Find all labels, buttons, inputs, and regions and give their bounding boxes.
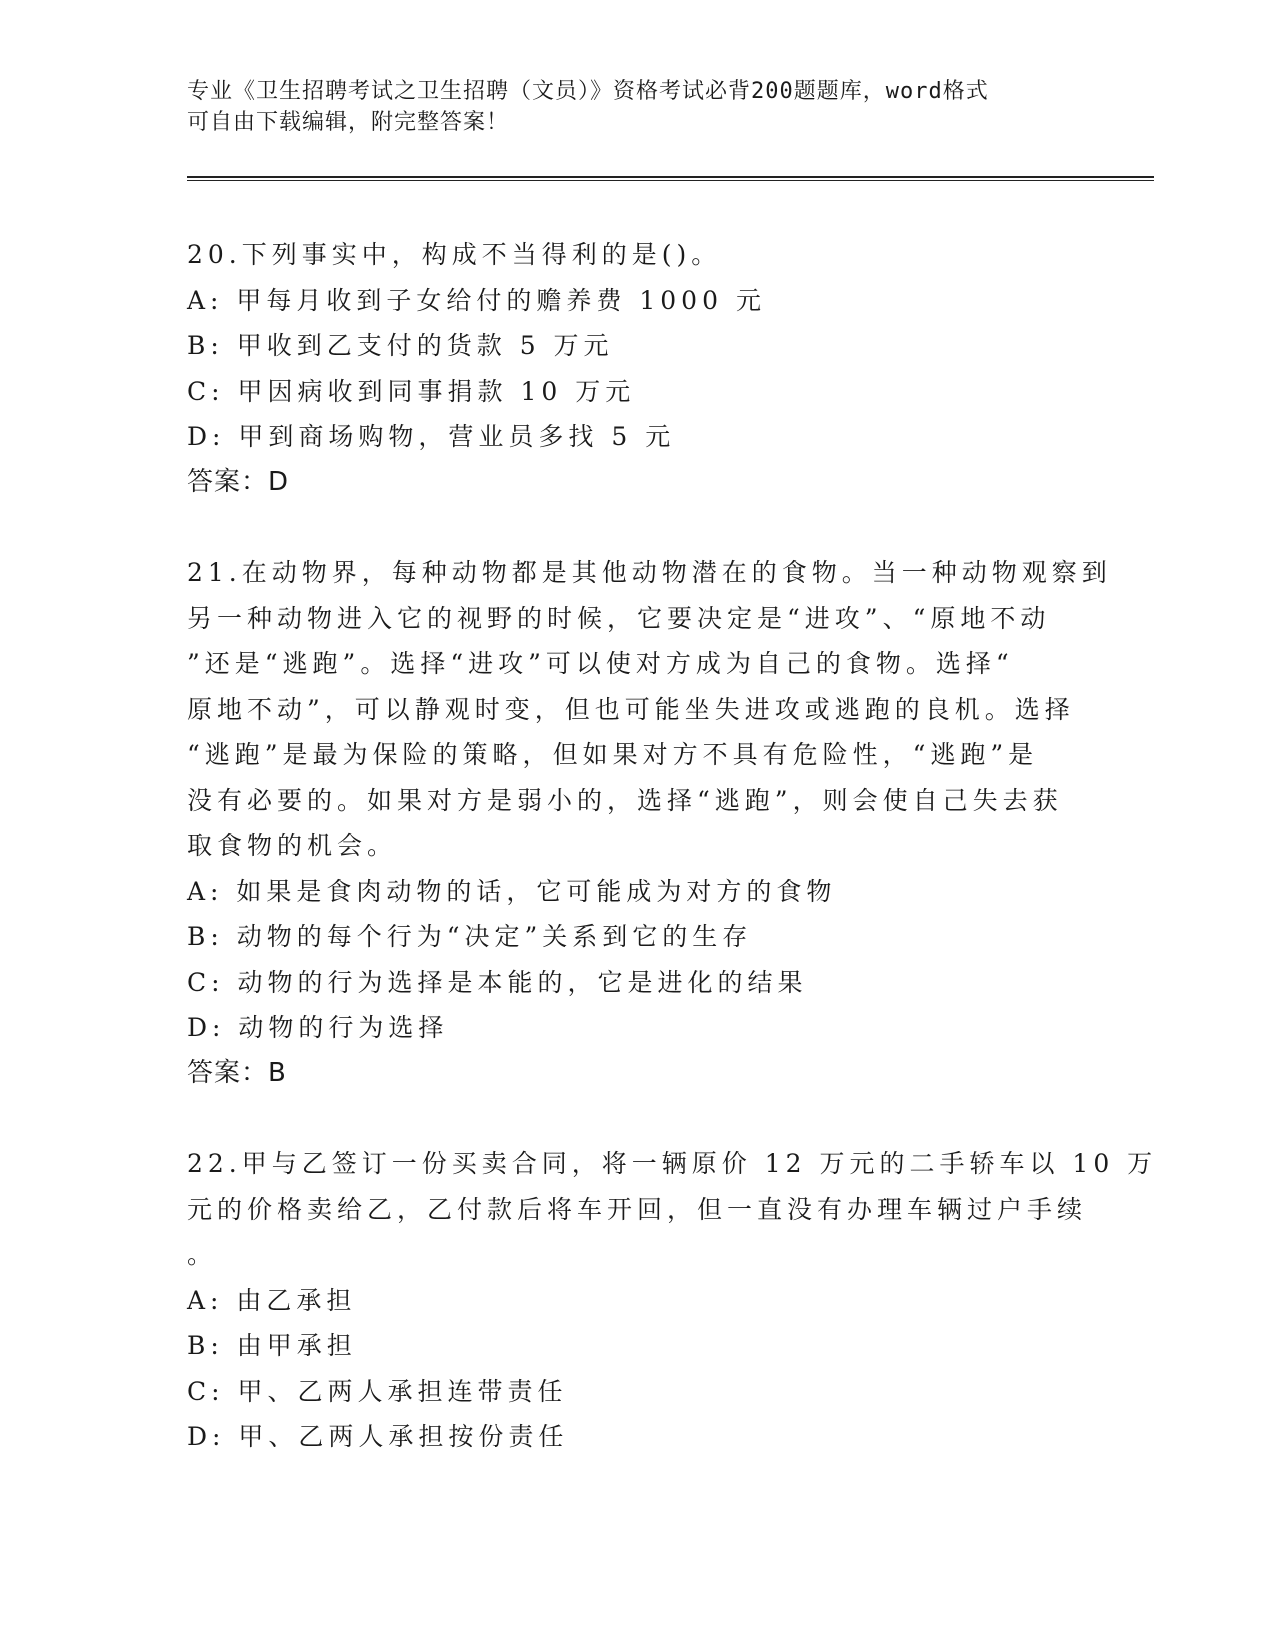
question-20 <box>187 232 1117 505</box>
question-text: 元的价格卖给乙，乙付款后将车开回，但一直没有办理车辆过户手续 <box>187 1194 1088 1224</box>
question-list <box>187 232 1158 1460</box>
option-a: A: 甲每月收到子女给付的赡养费 1000 元 <box>187 285 766 315</box>
option-c: C: 甲、乙两人承担连带责任 <box>187 1376 568 1406</box>
option-b: B: 由甲承担 <box>187 1331 357 1360</box>
option-d: D: 甲、乙两人承担按份责任 <box>187 1422 569 1451</box>
option-d: D: 甲到商场购物，营业员多找 5 元 <box>187 422 676 451</box>
question-text: 20.下列事实中，构成不当得利的是()。 <box>187 240 722 269</box>
question-22 <box>187 1141 1158 1460</box>
question-text: 原地不动”，可以静观时变，但也可能坐失进攻或逃跑的良机。选择 <box>187 694 1075 724</box>
question-text: 取食物的机会。 <box>187 831 398 860</box>
question-text: 。 <box>187 1240 218 1269</box>
option-c: C: 甲因病收到同事捐款 10 万元 <box>187 376 636 406</box>
answer-label: 答案：D <box>187 466 290 497</box>
option-a: A: 如果是食肉动物的话，它可能成为对方的食物 <box>187 876 837 906</box>
option-d: D: 动物的行为选择 <box>187 1013 449 1042</box>
option-a: A: 由乙承担 <box>187 1285 357 1315</box>
option-b: B: 动物的每个行为“决定”关系到它的生存 <box>187 922 753 951</box>
question-text: 22.甲与乙签订一份买卖合同，将一辆原价 12 万元的二手轿车以 10 万 <box>187 1149 1158 1178</box>
header-line-2: 可自由下载编辑，附完整答案！ <box>187 110 510 135</box>
question-text: “逃跑”是最为保险的策略，但如果对方不具有危险性，“逃跑”是 <box>187 740 1039 769</box>
header-divider <box>187 176 1154 181</box>
document-header <box>187 76 1077 138</box>
header-line-1: 专业《卫生招聘考试之卫生招聘（文员）》资格考试必背200题题库，word格式 <box>187 79 989 104</box>
question-21 <box>187 550 1117 1096</box>
question-text: 没有必要的。如果对方是弱小的，选择“逃跑”，则会使自己失去获 <box>187 785 1063 815</box>
answer-label: 答案：B <box>187 1057 287 1088</box>
question-text: 21.在动物界，每种动物都是其他动物潜在的食物。当一种动物观察到 <box>187 558 1112 587</box>
question-text: 另一种动物进入它的视野的时候，它要决定是“进攻”、“原地不动 <box>187 603 1051 633</box>
option-c: C: 动物的行为选择是本能的，它是进化的结果 <box>187 967 808 997</box>
option-b: B: 甲收到乙支付的货款 5 万元 <box>187 331 614 360</box>
question-text: ”还是“逃跑”。选择“进攻”可以使对方成为自己的食物。选择“ <box>187 649 1014 678</box>
